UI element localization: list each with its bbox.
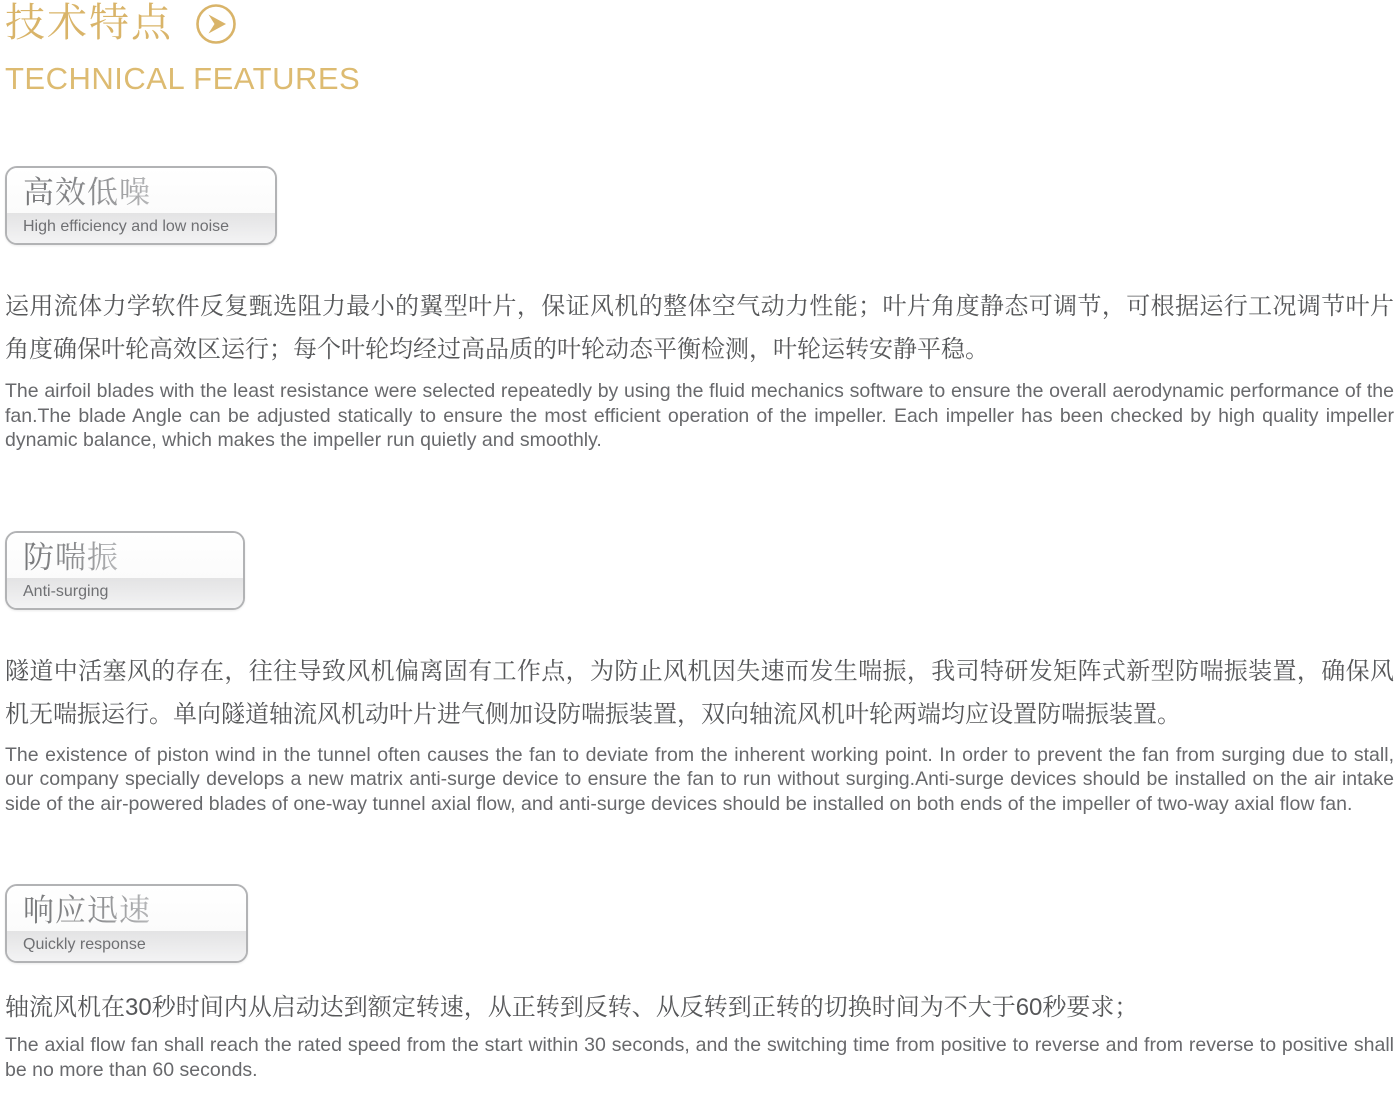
badge-subtitle-en: Quickly response [7, 931, 246, 961]
paragraph-zh: 轴流风机在30秒时间内从启动达到额定转速，从正转到反转、从反转到正转的切换时间为不大于60秒要求； [5, 994, 1139, 1021]
circle-right-arrow-icon [195, 3, 237, 45]
paragraph-en: The existence of piston wind in the tunnel often causes the fan to deviate from the inherent working point. In order to prevent the fan from surging due to stall, our company specially develops a new matrix anti-surge device to ensure the fan to run without surging.Anti-surge devices should be installed on the air intake side of the air-powered blades of one-way tunnel axial flow, and anti-surge devices should be installed on both ends of the impeller of two-way axial flow fan. [5, 743, 1394, 815]
badge-title-zh: 高效低噪 [7, 168, 275, 213]
page-title-en: TECHNICAL FEATURES [5, 61, 361, 96]
badge-subtitle-en: High efficiency and low noise [7, 213, 275, 243]
title-row [5, 0, 1394, 46]
feature-badge [5, 166, 277, 245]
page-title-zh: 技术特点 [5, 1, 173, 45]
badge-title-zh: 防喘振 [7, 533, 243, 578]
page-header [5, 0, 1394, 96]
badge-subtitle-en: Anti-surging [7, 578, 243, 608]
badge-title-zh: 响应迅速 [7, 886, 246, 931]
paragraph-zh: 运用流体力学软件反复甄选阻力最小的翼型叶片，保证风机的整体空气动力性能；叶片角度静态可调节，可根据运行工况调节叶片角度确保叶轮高效区运行；每个叶轮均经过高品质的叶轮动态平衡检测，叶轮运转安静平稳。 [5, 293, 1394, 363]
paragraph-zh: 隧道中活塞风的存在，往往导致风机偏离固有工作点，为防止风机因失速而发生喘振，我司特研发矩阵式新型防喘振装置，确保风机无喘振运行。单向隧道轴流风机动叶片进气侧加设防喘振装置，双向轴流风机叶轮两端均应设置防喘振装置。 [5, 657, 1394, 728]
feature-badge [5, 884, 248, 963]
section-anti-surging [5, 531, 1394, 817]
feature-badge [5, 531, 245, 610]
section-high-efficiency [5, 166, 1394, 453]
section-quick-response [5, 884, 1394, 1082]
paragraph-en: The airfoil blades with the least resistance were selected repeatedly by using the fluid mechanics software to ensure the overall aerodynamic performance of the fan.The blade Angle can be adjusted statically to ensure the most efficient operation of the impeller. Each impeller has been checked by high quality impeller dynamic balance, which makes the impeller run quietly and smoothly. [5, 380, 1394, 451]
paragraph-en: The axial flow fan shall reach the rated speed from the start within 30 seconds, and the switching time from positive to reverse and from reverse to positive shall be no more than 60 seconds. [5, 1034, 1394, 1081]
